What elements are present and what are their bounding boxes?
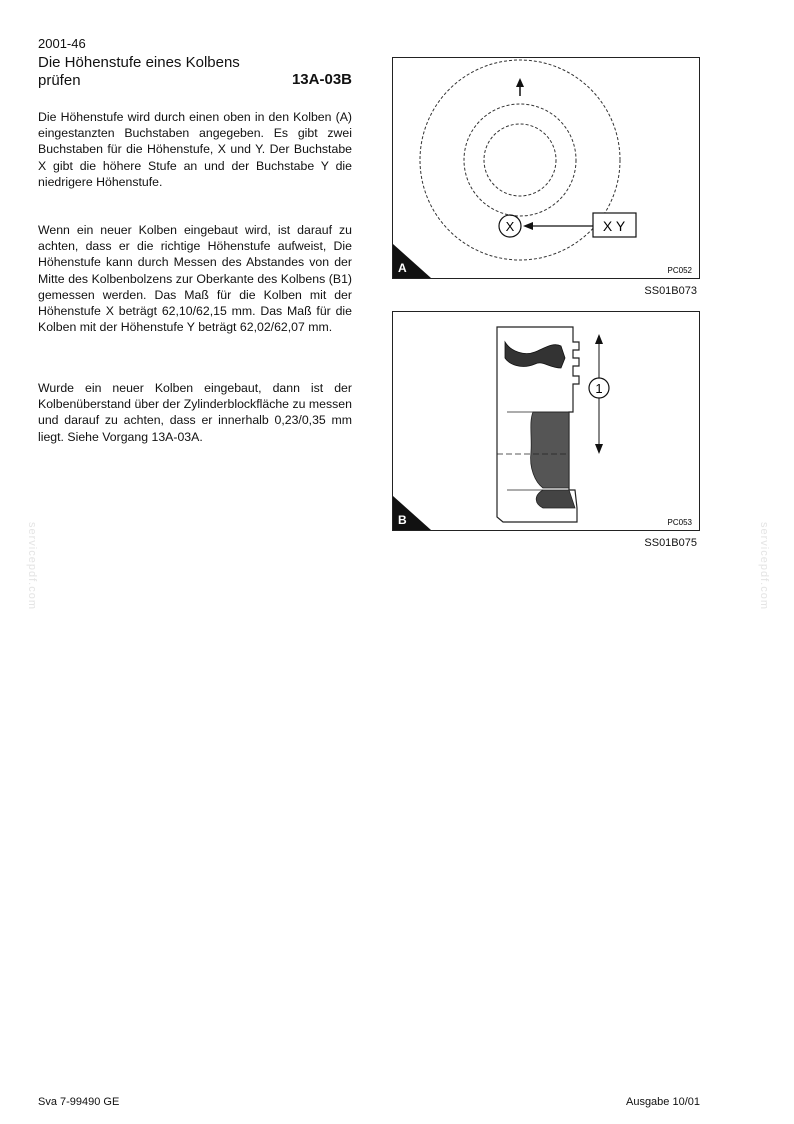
procedure-code: 13A-03B <box>291 71 352 88</box>
figure-code: PC052 <box>667 266 692 275</box>
pointer-arrow-icon <box>523 222 533 230</box>
section-code: 2001-46 <box>38 36 86 51</box>
figure-caption-a: SS01B073 <box>644 285 697 297</box>
letters-box-text: X Y <box>602 218 626 234</box>
footer-document-number: Sva 7-99490 GE <box>38 1096 120 1108</box>
callout-number: 1 <box>595 381 603 396</box>
direction-arrow-icon <box>516 78 524 87</box>
dimension-arrow-bottom-icon <box>595 444 603 454</box>
page-title-line2: prüfen <box>38 72 81 89</box>
watermark-right: servicepdf.com <box>757 522 770 610</box>
page-title-line1: Die Höhenstufe eines Kolbens <box>38 54 240 71</box>
figure-caption-b: SS01B075 <box>644 537 697 549</box>
dimension-arrow-top-icon <box>595 334 603 344</box>
piston-crown-illustration <box>393 58 699 278</box>
corner-label: B <box>398 513 407 527</box>
piston-section-illustration <box>393 312 699 530</box>
watermark-left: servicepdf.com <box>25 522 38 610</box>
body-paragraph-2: Wenn ein neuer Kolben eingebaut wird, ist darauf zu achten, dass er die richtige Höhenstufe aufweist, Die Höhenstufe kann durch Messen des Abstandes von der Mitte des Kolbenbolzens zur Oberkante des Kolbens (B1) gemessen werden. Das Maß für die Kolben mit der Höhenstufe X beträgt 62,10/62,15 mm. Das Maß für die Kolben mit der Höhenstufe Y beträgt 62,02/62,07 mm. <box>38 223 352 335</box>
corner-label: A <box>398 261 407 275</box>
body-paragraph-3: Wurde ein neuer Kolben eingebaut, dann ist der Kolbenüberstand über der Zylinderblockfläche zu messen und darauf zu achten, dass er innerhalb 0,23/0,35 mm liegt. Siehe Vorgang 13A-03A. <box>38 381 352 444</box>
body-paragraph-1: Die Höhenstufe wird durch einen oben in den Kolben (A) eingestanzten Buchstaben angegeben. Es gibt zwei Buchstaben für die Höhenstufe, X und Y. Der Buchstabe X gibt die höhere Stufe an und der Buchstabe Y die niedrigere Höhenstufe. <box>38 110 352 189</box>
figure-code: PC053 <box>667 518 692 527</box>
figure-piston-crown <box>392 57 700 279</box>
marked-letter: X <box>505 219 515 234</box>
footer-edition: Ausgabe 10/01 <box>625 1096 700 1108</box>
figure-piston-section <box>392 311 700 531</box>
